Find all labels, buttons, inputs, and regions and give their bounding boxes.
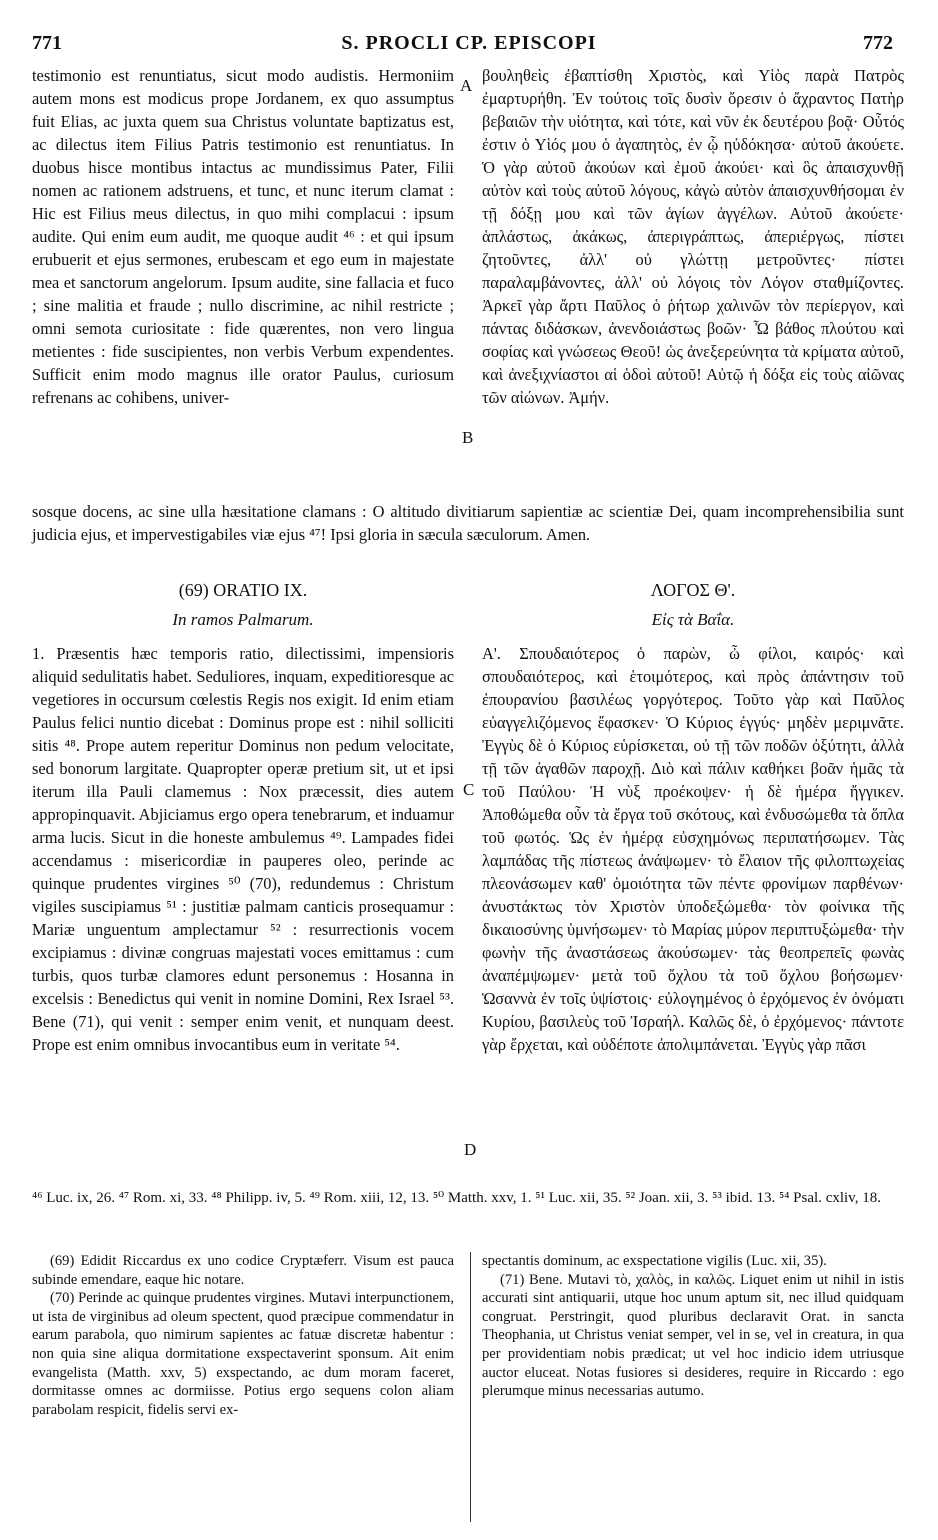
running-title: S. PROCLI CP. EPISCOPI [341, 32, 597, 54]
note-70-continued: spectantis dominum, ac exspectatione vigilis (Luc. xii, 35). [482, 1253, 827, 1269]
notes-right-column [482, 1252, 904, 1401]
full-width-text [32, 500, 904, 546]
latin-oration-column [32, 642, 454, 1056]
greek-oration-column [482, 642, 904, 1056]
greek-oration-body: Α'. Σπουδαιότερος ὁ παρὼν, ὦ φίλοι, καιρός· καὶ σπουδαιότερος, καὶ ἑτοιμότερος, καὶ πρὸς ἀπάντησιν τοῦ ἐπουρανίου βασιλέως γοργότερος. Τοῦτο γὰρ καὶ Παῦλος εὐαγγελιζόμενος ἔφασκεν· Ὁ Κύριος ἐγγύς· μηδὲν μεριμνᾶτε. Ἐγγὺς δὲ ὁ Κύριος εὑρίσκεται, οὐ τῇ τῶν ποδῶν ὀξύτητι, ἀλλὰ τῇ τῶν ἀγαθῶν παροχῇ. Διὸ καὶ πάλιν καθήκει βοᾶν ἡμᾶς τὰ τοῦ Παύλου· Ἡ νὺξ προέκοψεν· ἡ δὲ ἡμέρα ἤγγικεν. Ἀποθώμεθα οὖν τὰ ἔργα τοῦ σκότους, καὶ ἐνδυσώμεθα τὰ ὅπλα τοῦ φωτός. Ὡς ἐν ἡμέρᾳ εὐσχημόνως περιπατήσωμεν. Τὰς λαμπάδας τῆς πίστεως ἀνάψωμεν· τὸ ἔλαιον τῆς φιλοπτωχείας πλεονάσωμεν καθ' ὁμοιότητα τῶν πέντε φρονίμων παρθένων· ἀνυστάκτως τὸν Χριστὸν ὑποδεξώμεθα· τὸν φοίνικα τῆς δικαιοσύνης ὑμνήσωμεν· τὸ Μαρίας μύρον περιπτυξώμεθα· τὴν φωνὴν τῆς ἀναστάσεως ἀκούσωμεν· τὰς θεοπρεπεῖς φωνὰς ἀναπέμψωμεν· μετὰ τοῦ ὄχλου τὰ τοῦ ὄχλου βοήσωμεν· Ὡσαννὰ ἐν τοῖς ὑψίστοις· εὐλογημένος ὁ ἐρχόμενος ἐν ὀνόματι Κυρίου, βασιλεὺς τοῦ Ἰσραήλ. Καλῶς δὲ, ὁ ἐρχόμενος· πάντοτε γὰρ ἔρχεται, καὶ οὐδέποτε ἀπολιμπάνεται. Ἐγγὺς γὰρ πᾶσι [482, 644, 904, 1054]
greek-oration-subtitle: Εἰς τὰ Βαΐα. [651, 610, 735, 629]
latin-oration-title: (69) ORATIO IX. [178, 580, 308, 600]
latin-oration-body: 1. Præsentis hæc temporis ratio, dilectissimi, impensioris aliquid sedulitatis habet. Seduliores, inquam, expeditioresque ac vegetiores in occursum cœlestis Regis nos exigit. Id enim etiam Paulus felici nuntio dicebat : Dominus prope est : nihil solliciti sitis ⁴⁸. Prope autem reperitur Dominus non pedum velocitate, sed bonorum largitate. Quapropter operæ pretium sit, ut et ipsi iterum illa Pauli clamemus : Nox præcessit, dies autem appropinquavit. Abjiciamus ergo opera tenebrarum, et induamur arma lucis. Sicut in die honeste ambulemus ⁴⁹. Lampades fidei accendamus : misericordiæ in pauperes oleo, perinde ac quinque prudentes virgines ⁵⁰ (70), redundemus : Christum vigiles suscipiamus ⁵¹ : justitiæ palmam canticis prosequamur : Mariæ unguentum amplectamur ⁵² : resurrectionis vocem excipiamus : divinæ congruas majestati voces emittamus : cum turbis, quos turbæ clamores edunt personemus : Hosanna in excelsis : Benedictus qui venit in nomine Domini, Rex Israel ⁵³. Bene (71), qui venit : semper enim venit, et nunquam deest. Prope est enim omnibus invocantibus eum in veritate ⁵⁴. [32, 644, 454, 1054]
column-divider [470, 1252, 471, 1522]
latin-text-top: testimonio est renuntiatus, sicut modo audistis. Hermoniim autem mons est modicus prope Jordanem, ex quo assumptus fuit Elias, ac juxta quem sua Christus voluntate baptizatus est, ac dilectus item Filius Patris testimonio est renuntiatus. In duobus hisce montibus intactus ac mundissimus Pater, Filii nomen ac rationem adstruens, et tunc, et nunc iterum clamat : Hic est Filius meus dilectus, in quo mihi complacui : ipsum audite. Qui enim eum audit, me quoque audit ⁴⁶ : et qui ipsum erubuerit et ejus sermones, erubescam et ego eum in majestate mea et sanctorum angelorum. Ipsum audite, sine fallacia et fuco ; sine malitia et fraude ; nullo discrimine, ac nihil restricte ; omni semota curiositate : fide quærentes, non vero lingua metientes : fide suscipientes, non verbis Verbum expendentes. Sufficit enim modo magnus ille orator Paulus, curiosum refrenans ac cohibens, univer- [32, 66, 454, 407]
notes-left-column [32, 1252, 454, 1419]
margin-letter-d: D [464, 1140, 477, 1159]
margin-letter-b: B [462, 428, 474, 447]
greek-oration-title: ΛΟΓΟΣ Θ'. [650, 580, 736, 600]
margin-letter-c: C [463, 780, 475, 799]
note-69: (69) Edidit Riccardus ex uno codice Cryptæferr. Visum est pauca subinde emendare, eaque hic notare. [32, 1253, 454, 1288]
closing-doxology: sosque docens, ac sine ulla hæsitatione clamans : O altitudo divitiarum sapientiæ ac scientiæ Dei, quam incomprehensibilia sunt judicia ejus, et impervestigabiles viæ ejus ⁴⁷! Ipsi gloria in sæcula sæculorum. Amen. [32, 502, 904, 544]
page-number-left: 771 [32, 32, 62, 54]
footnotes: ⁴⁶ Luc. ix, 26. ⁴⁷ Rom. xi, 33. ⁴⁸ Philipp. iv, 5. ⁴⁹ Rom. xiii, 12, 13. ⁵⁰ Matth. xxv, 1. ⁵¹ Luc. xii, 35. ⁵² Joan. xii, 3. ⁵³ ibid. 13. ⁵⁴ Psal. cxliv, 18. [32, 1190, 881, 1206]
latin-column-top [32, 64, 454, 409]
page-number-right: 772 [863, 32, 893, 54]
greek-text-top: βουληθεὶς ἐβαπτίσθη Χριστὸς, καὶ Υἱὸς παρὰ Πατρὸς ἐμαρτυρήθη. Ἐν τούτοις τοῖς δυσὶν ὄρεσιν ὁ ἄχραντος Πατὴρ βεβαιῶν τὴν υἱότητα, καὶ τότε, καὶ νῦν ἐκ δευτέρου βοᾷ· Οὗτός ἐστιν ὁ Υἱός μου ὁ ἀγαπητὸς, ἐν ᾧ ηὐδόκησα· αὐτοῦ ἀκούετε. Ὁ γὰρ αὐτοῦ ἀκούων καὶ ἐμοῦ ἀκούει· καὶ ὃς ἀπαισχυνθῇ αὐτὸν καὶ τοὺς αὐτοῦ λόγους, κἀγὼ αὐτὸν ἀπαισχυνθήσομαι ἐν τῇ δόξῃ μου καὶ τῶν ἁγίων ἀγγέλων. Αὐτοῦ ἀκούετε· ἁπλάστως, ἀκάκως, ἀπεριγράπτως, ἀπεριέργως, πίστει ζητοῦντες, ἀλλ' οὐ γλώττῃ μετροῦντες· πίστει παραλαμβάνοντες, ἀλλ' οὐ λόγοις τὸν Λόγον σταθμίζοντες. Ἀρκεῖ γὰρ ἄρτι Παῦλος ὁ ῥήτωρ χαλινῶν τὸν περίεργον, καὶ πάντας διδάσκων, ἀνενδοιάστως βοῶν· Ὦ βάθος πλούτου καὶ σοφίας καὶ γνώσεως Θεοῦ! ὡς ἀνεξερεύνητα τὰ κρίματα αὐτοῦ, καὶ ἀνεξιχνίαστοι αἱ ὁδοὶ αὐτοῦ! Αὐτῷ ἡ δόξα εἰς τοὺς αἰῶνας τῶν αἰώνων. Ἀμήν. [482, 66, 904, 407]
note-70: (70) Perinde ac quinque prudentes virgines. Mutavi interpunctionem, ut ista de virginibus ad oleum spectent, quod præcipue commendatur in earum parabola, quo nimirum sapientes ac fatuæ discretæ habentur : non quia sine aliqua dormitatione exspectaverint sponsum. Ait enim evangelista (Matth. xxv, 5) exspectando, ac dum moram faceret, dormitasse omnes ac dormiisse. Potius ergo sequens colon aliam parabolam respicit, fidelis servi ex- [32, 1290, 454, 1418]
margin-letter-a: A [460, 76, 473, 95]
note-71: (71) Bene. Mutavi τὸ, χαλὸς, in καλῶς. Liquet enim ut nihil in istis accurati sint antiquarii, utque hoc unum aptum sit, nec illud quidquam congruat. Perstringit, quod pluribus declaravit Orat. in sancta Theophania, ut Christus veniat semper, vel in se, vel in creatura, in qua per providentiam nobis prædicat; ut vel hoc indicio idem utriusque auctor eluceat. Notas fusiores si desideres, require in Riccardo : ego plerumque minus necessarias autumo. [482, 1271, 904, 1400]
latin-oration-subtitle: In ramos Palmarum. [172, 610, 314, 629]
greek-column-top [482, 64, 904, 409]
